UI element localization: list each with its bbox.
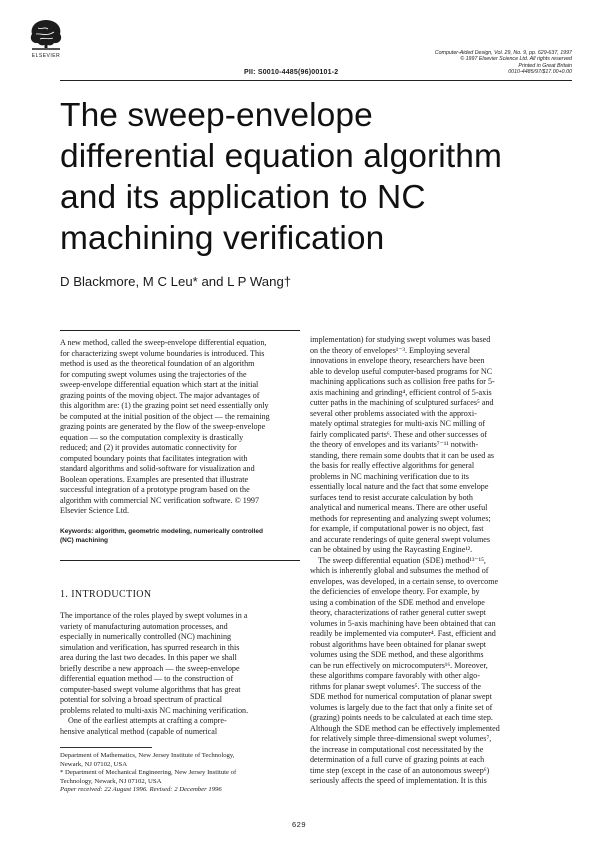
body-line: volumes is largely due to the fact that only a finite set of (310, 702, 493, 712)
body-line: the basis for really effective algorithms for general (310, 461, 475, 470)
abstract-line: A new method, called the sweep-envelope differential equation, (60, 338, 267, 347)
footnote-line: Technology, Newark, NJ 07102, USA (60, 777, 162, 785)
body-line: the increase in computational cost necessitated by the (310, 744, 484, 754)
intro-line: The importance of the roles played by swept volumes in a (60, 611, 248, 620)
abstract-line: for computing swept volumes using the trajectories of the (60, 369, 247, 379)
introduction-text (60, 611, 328, 737)
body-line: the deficiencies of envelope theory. For example, by (310, 587, 480, 596)
abstract-line: algorithm with commercial NC verification software. © 1997 (60, 495, 259, 505)
body-line: and accurate renderings of quite general swept volumes (310, 534, 491, 544)
printed-in: Printed in Great Britain (518, 62, 572, 69)
body-line: for relatively simple three-dimensional swept volumes⁷, (310, 734, 492, 743)
body-line: surfaces tend to resist accurate calculation by both (310, 492, 473, 502)
journal-info (402, 50, 572, 76)
body-line: problems in NC machining verification due to its (310, 471, 469, 481)
abstract-line: method is used as the theoretical foundation of an algorithm (60, 359, 255, 368)
abstract-line: sweep-envelope differential equation which start at the initial (60, 380, 259, 389)
body-line: time step (except in the case of an autonomous sweep⁶) (310, 765, 490, 775)
body-line: volumes in 5-axis machining have been obtained that can (310, 618, 496, 628)
body-line: implementation) for studying swept volumes was based (310, 335, 491, 344)
abstract-line: computed boundary points that facilitates integration with (60, 453, 248, 463)
body-line: using a combination of the SDE method and envelope (310, 597, 485, 607)
intro-line: briefly describe a new approach — the sweep-envelope (60, 663, 240, 673)
abstract-line: be computed at the initial position of the object — the remaining (60, 411, 270, 421)
abstract-line: for characterizing swept volume boundaries is introduced. This (60, 348, 265, 358)
intro-line: One of the earliest attempts at crafting a compre- (68, 716, 227, 725)
body-line: The sweep differential equation (SDE) method¹³⁻¹⁵, (318, 555, 486, 565)
footnote-line: Paper received: 22 August 1996. Revised: 2 December 1996 (60, 786, 222, 794)
body-line: mately optimal strategies for multi-axis NC milling of (310, 419, 486, 428)
header-rule (60, 80, 572, 81)
body-line: volumes using the SDE method, and these algorithms (310, 650, 484, 659)
right-column-text (310, 335, 578, 787)
abstract-line: grazing points of the moving object. The major advantages of (60, 390, 260, 400)
body-line: SDE method for numerical computation of planar swept (310, 692, 492, 701)
body-line: fairly complicated parts⁶. These and other successes of (310, 429, 488, 439)
body-line: rithms for planar swept volumes⁵. The success of the (310, 681, 482, 691)
footnote-line: Department of Mathematics, New Jersey Institute of Technology, (60, 752, 235, 759)
abstract-line: successful integration of a prototype program based on the (60, 485, 250, 494)
body-line: theory, characterizations of rather general cutter swept (310, 608, 486, 617)
publisher-logo (26, 16, 66, 59)
abstract-line: reduced; and (2) it provides automatic connectivity for (60, 443, 237, 452)
body-line: these algorithms compare favorably with other algo- (310, 671, 480, 680)
intro-line: problems related to multi-axis NC machining verification. (60, 705, 249, 715)
body-line: analytical and numerical means. There are other useful (310, 503, 488, 512)
body-line: able to develop useful computer-based programs for NC (310, 366, 493, 376)
keywords (60, 527, 328, 545)
abstract (60, 338, 328, 517)
publisher-name: ELSEVIER (31, 53, 61, 59)
abstract-line: Elsevier Science Ltd. (60, 506, 129, 515)
title-line: differential equation algorithm (60, 138, 502, 175)
body-line: on the theory of envelopes¹⁻³. Employing several (310, 345, 470, 355)
intro-line: area during the last two decades. In this paper we shall (60, 653, 237, 662)
pii-code: PII: S0010-4485(96)00101-2 (244, 69, 339, 76)
title-line: and its application to NC (60, 179, 426, 216)
keywords-line: (NC) machining (60, 537, 109, 544)
body-line: essentially local nature and the fact that some envelope (310, 482, 489, 491)
body-line: seriously affects the speed of implementation. It is this (310, 776, 487, 785)
title-line: machining verification (60, 220, 385, 257)
section-heading: 1. INTRODUCTION (60, 589, 152, 600)
abstract-line: this algorithm are: (1) the grazing point set need essentially only (60, 401, 269, 410)
body-line: standing, there remain some doubts that it can be used as (310, 450, 495, 460)
footnotes (60, 752, 328, 795)
page-number: 629 (292, 820, 307, 829)
abstract-line: grazing points are generated by the flow of the sweep-envelope (60, 422, 266, 431)
body-line: can be obtained by using the Raycasting Engine¹². (310, 545, 473, 554)
body-line: robust algorithms have been obtained for planar swept (310, 639, 486, 649)
abstract-bottom-rule (60, 560, 300, 561)
footnote-line: Newark, NJ 07102, USA (60, 760, 128, 768)
issn-price: 0010-4485/97/$17.00+0.00 (508, 69, 572, 76)
footnote-rule (60, 747, 152, 748)
intro-line: hensive analytical method (capable of numerical (60, 726, 218, 736)
body-line: cutter paths in the machining of sculptured surfaces⁵ and (310, 398, 494, 407)
copyright-line: © 1997 Elsevier Science Ltd. All rights reserved (460, 56, 572, 63)
abstract-line: equation — so the computation complexity is drastically (60, 432, 244, 442)
body-line: machining applications such as collision free paths for 5- (310, 377, 495, 386)
body-line: determination of a full curve of grazing points at each (310, 755, 485, 764)
intro-line: especially in numerically controlled (NC) machining (60, 632, 232, 641)
intro-line: potential for solving a broad spectrum of practical (60, 695, 223, 704)
intro-line: variety of manufacturing automation processes, and (60, 621, 228, 631)
body-line: (grazing) points needs to be calculated at each time step. (310, 713, 493, 722)
intro-line: simulation and verification, has spurred research in this (60, 642, 240, 652)
body-line: readily be implemented via computer⁴. Fast, efficient and (310, 629, 496, 638)
keywords-line: Keywords: algorithm, geometric modeling, numerically controlled (60, 528, 263, 535)
body-line: Although the SDE method can be effectively implemented (310, 723, 500, 733)
paper-title (60, 95, 580, 259)
body-line: envelopes, was developed, in a certain sense, to overcome (310, 576, 499, 586)
body-line: axis machining and grinding⁴, efficient control of 5-axis (310, 387, 492, 397)
body-line: methods for representing and analyzing swept volumes; (310, 513, 491, 523)
footnote-line: * Department of Mechanical Engineering, New Jersey Institute of (60, 769, 237, 777)
title-line: The sweep-envelope (60, 97, 373, 134)
abstract-line: Boolean operations. Examples are presented that illustrate (60, 474, 249, 484)
abstract-line: standard algorithms and solid-software for visualization and (60, 464, 255, 473)
journal-citation: Computer-Aided Design, Vol. 29, No. 9, pp. 629-637, 1997 (434, 50, 572, 56)
body-line: which is inherently global and subsumes the method of (310, 566, 489, 575)
authors: D Blackmore, M C Leu* and L P Wang† (60, 274, 292, 289)
elsevier-tree-icon (26, 16, 66, 52)
body-line: innovations in envelope theory, researchers have been (310, 356, 485, 365)
body-line: several other problems associated with the approxi- (310, 408, 477, 418)
body-line: for example, if computational power is no object, fast (310, 524, 484, 533)
intro-line: computer-based swept volume algorithms that has great (60, 684, 241, 694)
abstract-top-rule (60, 330, 300, 331)
body-line: can be run effectively on microcomputers¹⁶. Moreover, (310, 660, 488, 670)
body-line: the theory of envelopes and its variants⁷⁻¹¹ notwith- (310, 440, 479, 449)
intro-line: differential equation method — to the construction of (60, 674, 234, 683)
